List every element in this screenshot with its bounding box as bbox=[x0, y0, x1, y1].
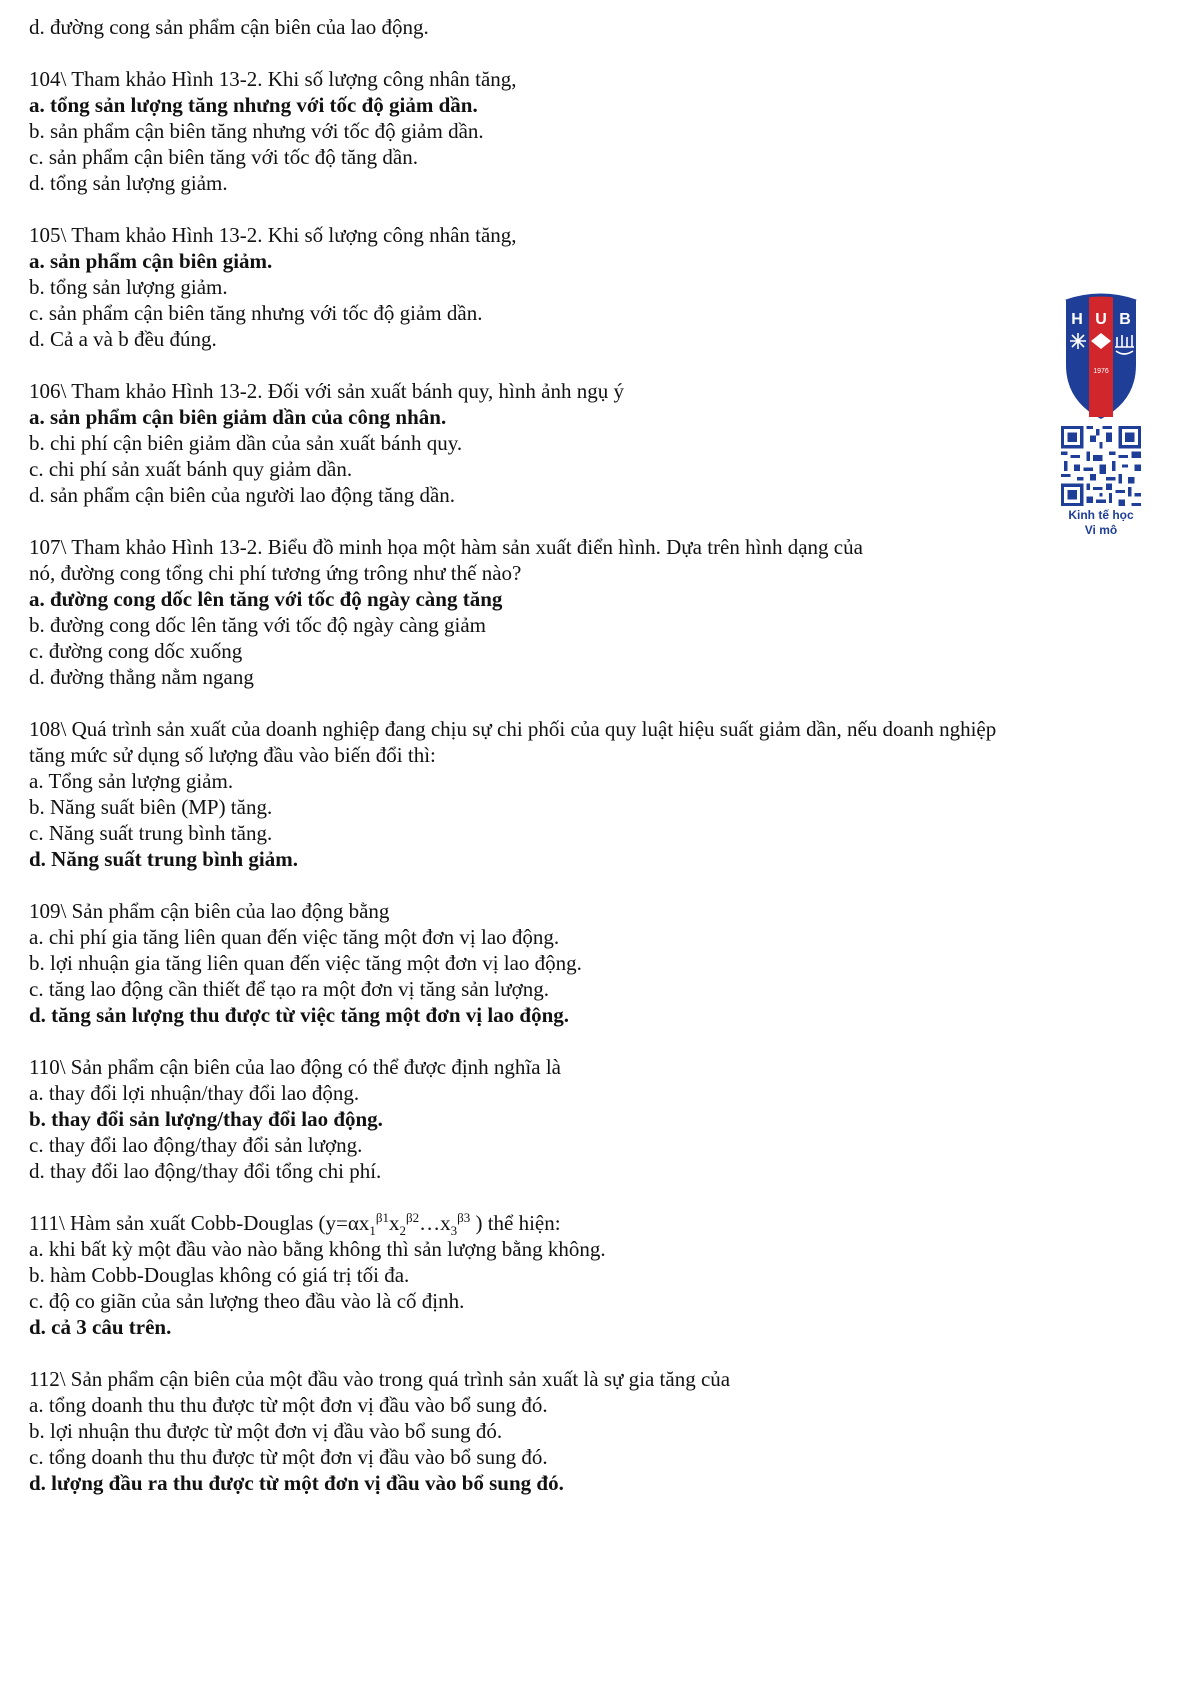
logo-caption-line1: Kinh tế học bbox=[1068, 508, 1134, 522]
q111-suffix: ) thể hiện: bbox=[470, 1211, 561, 1235]
answer-line: c. sản phẩm cận biên tăng với tốc độ tăng dần. bbox=[29, 145, 418, 169]
answer-line: c. độ co giãn của sản lượng theo đầu vào là cố định. bbox=[29, 1289, 465, 1313]
answer-line-correct: a. sản phẩm cận biên giảm. bbox=[29, 249, 273, 273]
answer-line-correct: d. tăng sản lượng thu được từ việc tăng một đơn vị lao động. bbox=[29, 1003, 570, 1027]
question-109: 109\ Sản phẩm cận biên của lao động bằng bbox=[29, 899, 390, 923]
answer-line: c. Năng suất trung bình tăng. bbox=[29, 821, 273, 845]
answer-line-correct: a. đường cong dốc lên tăng với tốc độ ngày càng tăng bbox=[29, 587, 503, 611]
answer-line: c. đường cong dốc xuống bbox=[29, 639, 243, 663]
answer-line: c. sản phẩm cận biên tăng nhưng với tốc độ giảm dần. bbox=[29, 301, 483, 325]
answer-line: d. sản phẩm cận biên của người lao động tăng dần. bbox=[29, 483, 456, 507]
answer-line-correct: a. sản phẩm cận biên giảm dần của công nhân. bbox=[29, 405, 447, 429]
q111-sup1: β1 bbox=[375, 1210, 389, 1225]
logo-letter-b: B bbox=[1119, 311, 1131, 328]
question-108-cont: tăng mức sử dụng số lượng đầu vào biến đổi thì: bbox=[29, 743, 436, 767]
logo-letter-u: U bbox=[1095, 311, 1107, 328]
answer-line: c. tổng doanh thu thu được từ một đơn vị đầu vào bổ sung đó. bbox=[29, 1445, 548, 1469]
question-105: 105\ Tham khảo Hình 13-2. Khi số lượng công nhân tăng, bbox=[29, 223, 517, 247]
answer-line: a. thay đổi lợi nhuận/thay đổi lao động. bbox=[29, 1081, 360, 1105]
logo-letter-h: H bbox=[1071, 311, 1083, 328]
logo-year: 1976 bbox=[1093, 368, 1109, 375]
answer-line: a. khi bất kỳ một đầu vào nào bằng không thì sản lượng bằng không. bbox=[29, 1237, 606, 1261]
q111-sub3: 3 bbox=[450, 1223, 458, 1239]
q111-prefix: 111\ Hàm sản xuất Cobb-Douglas (y=αx bbox=[29, 1211, 370, 1235]
answer-line-correct: d. lượng đầu ra thu được từ một đơn vị đầu vào bổ sung đó. bbox=[29, 1471, 564, 1495]
q111-sup3: β3 bbox=[457, 1210, 471, 1225]
answer-line: b. lợi nhuận thu được từ một đơn vị đầu vào bổ sung đó. bbox=[29, 1419, 503, 1443]
answer-line: b. Năng suất biên (MP) tăng. bbox=[29, 795, 273, 819]
question-111 bbox=[29, 1209, 561, 1237]
q111-x2: x bbox=[388, 1211, 400, 1235]
question-112: 112\ Sản phẩm cận biên của một đầu vào trong quá trình sản xuất là sự gia tăng của bbox=[29, 1367, 731, 1391]
answer-line-correct: a. tổng sản lượng tăng nhưng với tốc độ giảm dần. bbox=[29, 93, 478, 117]
answer-line: c. tăng lao động cần thiết để tạo ra một đơn vị tăng sản lượng. bbox=[29, 977, 549, 1001]
answer-line: b. hàm Cobb-Douglas không có giá trị tối đa. bbox=[29, 1263, 410, 1287]
answer-line: a. tổng doanh thu thu được từ một đơn vị đầu vào bổ sung đó. bbox=[29, 1393, 548, 1417]
answer-line: b. chi phí cận biên giảm dần của sản xuất bánh quy. bbox=[29, 431, 463, 455]
q111-dots: …x bbox=[419, 1211, 451, 1235]
logo-caption-line2: Vi mô bbox=[1084, 523, 1118, 537]
answer-line: d. đường cong sản phẩm cận biên của lao động. bbox=[29, 15, 429, 39]
answer-line: d. thay đổi lao động/thay đổi tổng chi phí. bbox=[29, 1159, 382, 1183]
answer-line: c. thay đổi lao động/thay đổi sản lượng. bbox=[29, 1133, 363, 1157]
answer-line: d. Cả a và b đều đúng. bbox=[29, 327, 217, 351]
qr-code-icon bbox=[1061, 426, 1141, 506]
answer-line-correct: d. Năng suất trung bình giảm. bbox=[29, 847, 298, 871]
question-110: 110\ Sản phẩm cận biên của lao động có thể được định nghĩa là bbox=[29, 1055, 561, 1079]
answer-line-correct: b. thay đổi sản lượng/thay đổi lao động. bbox=[29, 1107, 383, 1131]
question-106: 106\ Tham khảo Hình 13-2. Đối với sản xuất bánh quy, hình ảnh ngụ ý bbox=[29, 379, 624, 403]
answer-line: b. tổng sản lượng giảm. bbox=[29, 275, 228, 299]
q111-sup2: β2 bbox=[405, 1210, 420, 1225]
answer-line: d. tổng sản lượng giảm. bbox=[29, 171, 228, 195]
answer-line: d. đường thẳng nằm ngang bbox=[29, 665, 254, 689]
answer-line: b. sản phẩm cận biên tăng nhưng với tốc độ giảm dần. bbox=[29, 119, 484, 143]
question-104: 104\ Tham khảo Hình 13-2. Khi số lượng công nhân tăng, bbox=[29, 67, 517, 91]
star-emblem-icon bbox=[1070, 333, 1086, 349]
answer-line: b. lợi nhuận gia tăng liên quan đến việc tăng một đơn vị lao động. bbox=[29, 951, 582, 975]
q111-sub1: 1 bbox=[369, 1223, 376, 1239]
question-107: 107\ Tham khảo Hình 13-2. Biểu đồ minh họa một hàm sản xuất điển hình. Dựa trên hình dạng của bbox=[29, 535, 863, 559]
answer-line: a. chi phí gia tăng liên quan đến việc tăng một đơn vị lao động. bbox=[29, 925, 560, 949]
question-107-cont: nó, đường cong tổng chi phí tương ứng trông như thế nào? bbox=[29, 561, 522, 585]
hub-logo bbox=[1058, 291, 1144, 422]
answer-line: b. đường cong dốc lên tăng với tốc độ ngày càng giảm bbox=[29, 613, 486, 637]
answer-line-correct: d. cả 3 câu trên. bbox=[29, 1315, 172, 1339]
q111-sub2: 2 bbox=[399, 1223, 406, 1239]
answer-line: a. Tổng sản lượng giảm. bbox=[29, 769, 234, 793]
answer-line: c. chi phí sản xuất bánh quy giảm dần. bbox=[29, 457, 353, 481]
question-108: 108\ Quá trình sản xuất của doanh nghiệp đang chịu sự chi phối của quy luật hiệu suất giảm dần, nếu doanh nghiệp bbox=[29, 717, 997, 741]
